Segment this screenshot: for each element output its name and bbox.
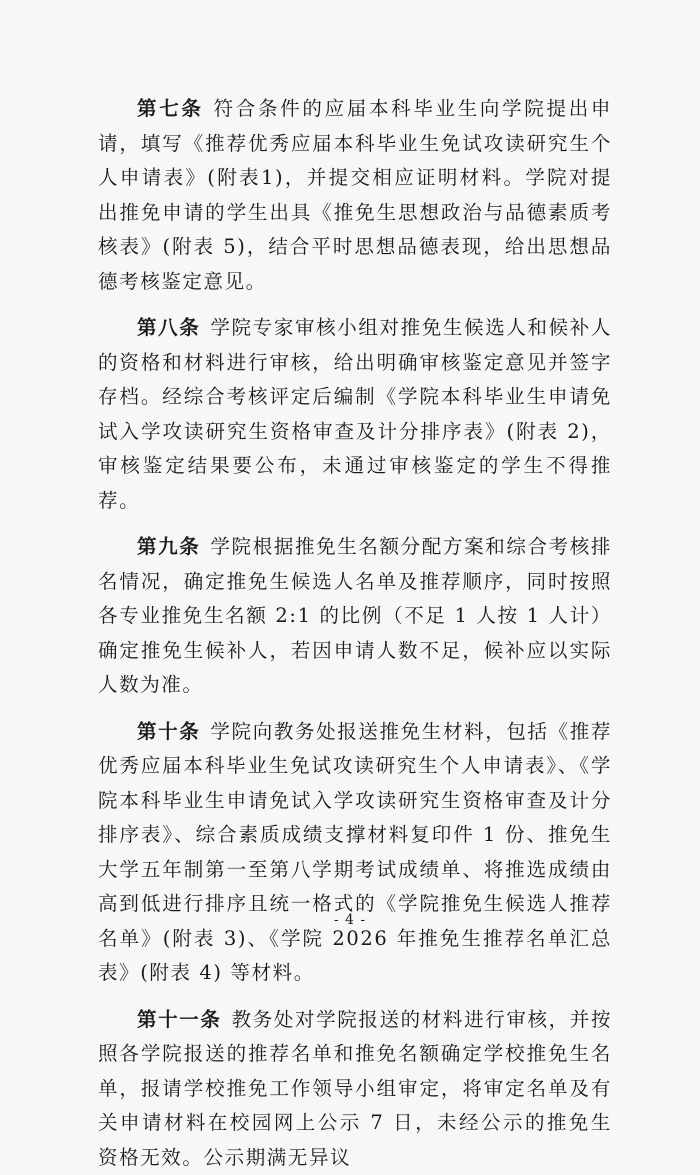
article-8-body: 学院专家审核小组对推免生候选人和候补人的资格和材料进行审核，给出明确审核鉴定意见并签字存档。经综合考核评定后编制《学院本科毕业生申请免试入学攻读研究生资格审查及计分排序表》(附表 2)，审核鉴定结果要公布，未通过审核鉴定的学生不得推荐。 [98, 316, 612, 512]
article-11-body: 教务处对学院报送的材料进行审核，并按照各学院报送的推荐名单和推免名额确定学校推免生名单，报请学校推免工作领导小组审定，将审定名单及有关申请材料在校园网上公示 7 日，未经公示的推免生资格无效。公示期满无异议 [98, 1008, 612, 1169]
article-10-title: 第十条 [137, 720, 200, 743]
article-8 [98, 311, 612, 518]
article-9-body: 学院根据推免生名额分配方案和综合考核排名情况，确定推免生候选人名单及推荐顺序，同时按照各专业推免生名额 2:1 的比例（不足 1 人按 1 人计）确定推免生候补人，若因申请人数不足，候补应以实际人数为准。 [98, 535, 612, 696]
article-7-title: 第七条 [137, 97, 204, 120]
article-9-title: 第九条 [137, 535, 200, 558]
page-number: - 4 - [0, 912, 700, 928]
article-8-title: 第八条 [137, 316, 200, 339]
article-7 [98, 92, 612, 299]
article-10 [98, 715, 612, 991]
article-11 [98, 1003, 612, 1175]
article-9 [98, 530, 612, 703]
article-10-body: 学院向教务处报送推免生材料，包括《推荐优秀应届本科毕业生免试攻读研究生个人申请表》、《学院本科毕业生申请免试入学攻读研究生资格审查及计分排序表》、综合素质成绩支撑材料复印件 1 份、推免生大学五年制第一至第八学期考试成绩单、将推选成绩由高到低进行排序且统一格式的《学院推免生候选人推荐名单》(附表 3)、《学院 2026 年推免生推荐名单汇总表》(附表 4) 等材料。 [98, 720, 612, 985]
article-7-body: 符合条件的应届本科毕业生向学院提出申请，填写《推荐优秀应届本科毕业生免试攻读研究生个人申请表》(附表1)，并提交相应证明材料。学院对提出推免申请的学生出具《推免生思想政治与品德素质考核表》(附表 5)，结合平时思想品德表现，给出思想品德考核鉴定意见。 [98, 97, 612, 293]
article-11-title: 第十一条 [137, 1008, 222, 1031]
